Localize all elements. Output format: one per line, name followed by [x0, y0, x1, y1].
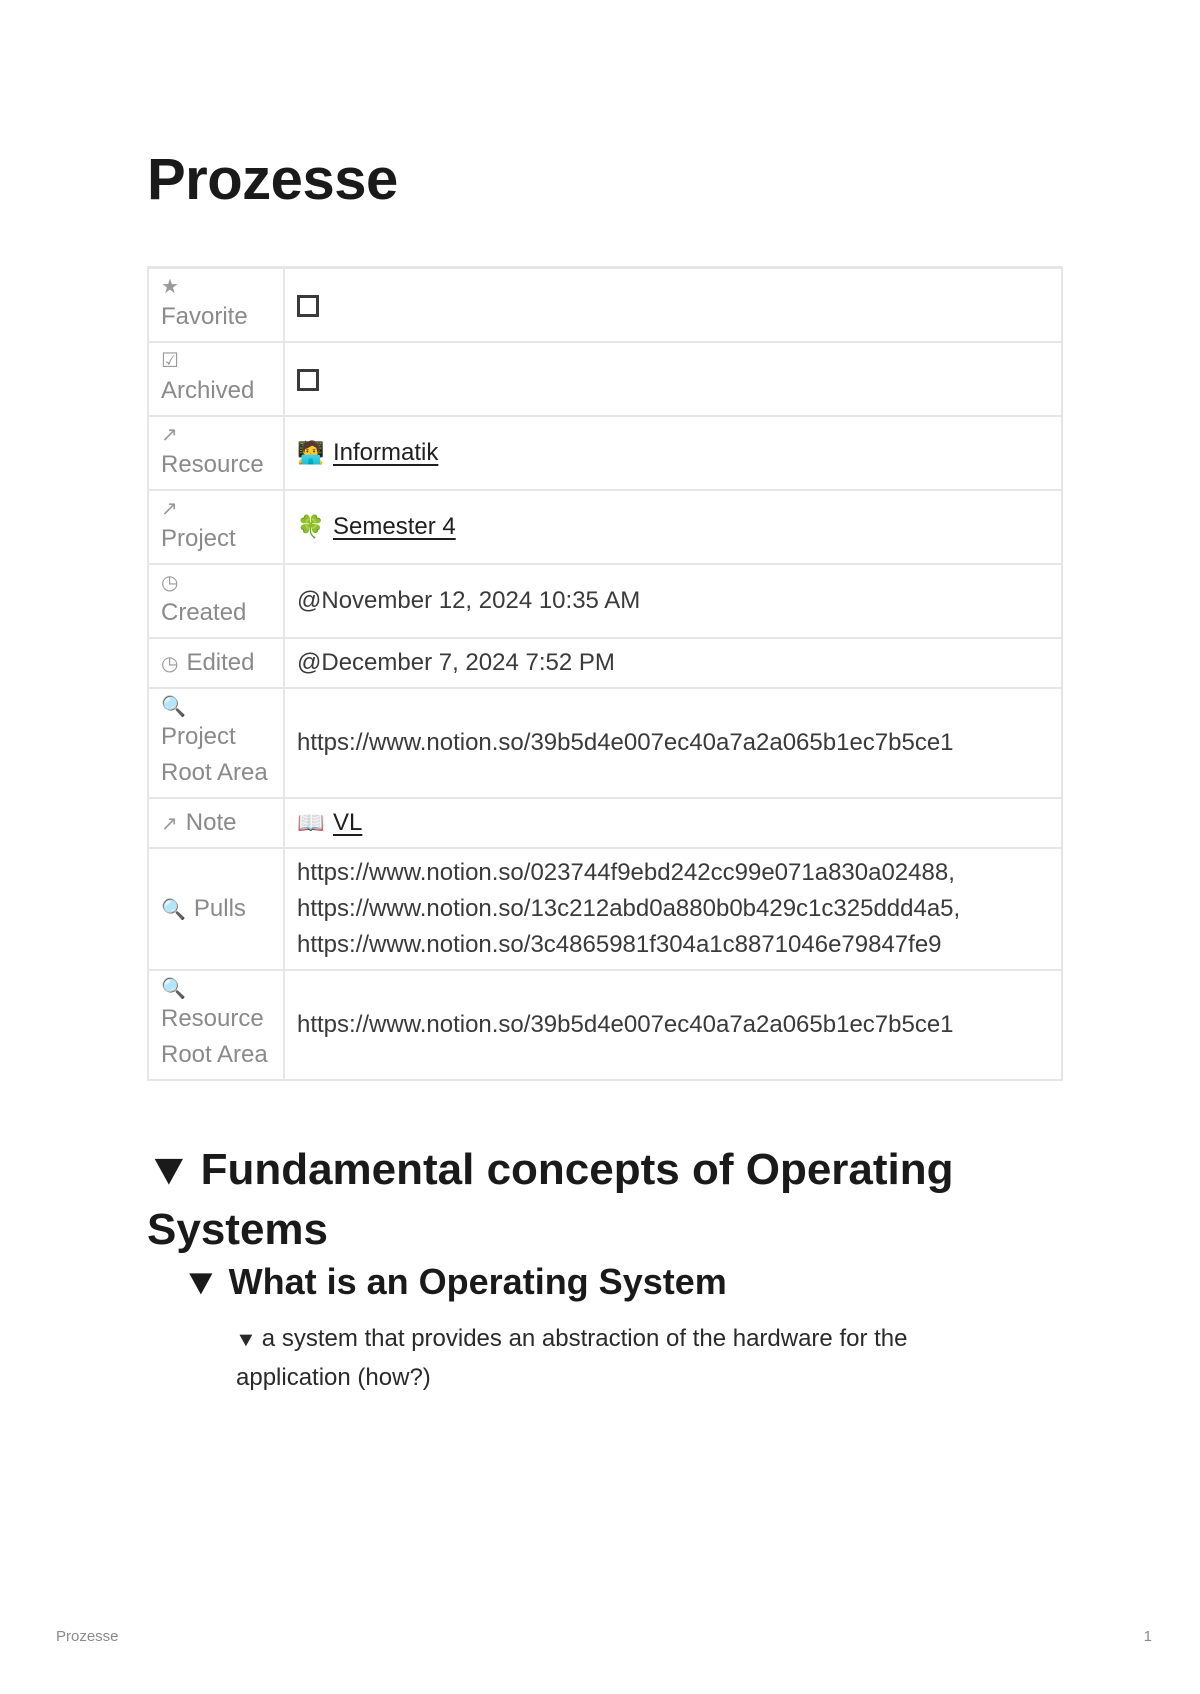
property-key [148, 970, 284, 1080]
property-label: Note [185, 809, 237, 836]
property-key [148, 416, 284, 490]
property-value [284, 268, 1062, 343]
property-key [148, 268, 284, 343]
property-key [148, 342, 284, 416]
page-title: Prozesse [147, 147, 398, 212]
property-key [148, 848, 284, 970]
project-root-area-url[interactable]: https://www.notion.so/39b5d4e007ec40a7a2a065b1ec7b5ce1 [284, 688, 1062, 798]
toggle-triangle-icon[interactable]: ▼ [144, 1145, 193, 1194]
resource-link[interactable]: Informatik [333, 439, 439, 466]
property-label: Resource Root Area [161, 1005, 268, 1068]
checkbox-icon: ☑ [161, 350, 179, 372]
property-key [148, 638, 284, 688]
toggle-block[interactable] [236, 1320, 996, 1396]
footer-title: Prozesse [56, 1628, 119, 1645]
property-label: Resource [161, 451, 264, 478]
four-leaf-clover-icon: 🍀 [297, 514, 325, 539]
property-key [148, 490, 284, 564]
search-icon: 🔍 [161, 978, 186, 1000]
toggle-triangle-icon[interactable]: ▼ [235, 1329, 257, 1351]
property-row-project-root-area [148, 688, 1062, 798]
project-link[interactable]: Semester 4 [333, 513, 456, 540]
note-link[interactable]: VL [333, 809, 363, 836]
relation-arrow-icon: ↗ [161, 498, 178, 520]
pull-url[interactable]: https://www.notion.so/13c212abd0a880b0b429c1c325ddd4a5, [297, 895, 961, 922]
toggle-text: a system that provides an abstraction of the hardware for the application (how?) [236, 1325, 908, 1391]
pull-url[interactable]: https://www.notion.so/3c4865981f304a1c8871046e79847fe9 [297, 931, 942, 958]
property-value [284, 342, 1062, 416]
property-key [148, 564, 284, 638]
property-key [148, 688, 284, 798]
property-row-edited [148, 638, 1062, 688]
property-key [148, 798, 284, 848]
clock-icon: ◷ [161, 653, 179, 675]
property-row-pulls [148, 848, 1062, 970]
property-label: Pulls [193, 895, 246, 922]
property-row-resource [148, 416, 1062, 490]
property-label: Project [161, 525, 236, 552]
technologist-icon: 🧑‍💻 [297, 440, 325, 465]
property-label: Favorite [161, 303, 248, 330]
favorite-checkbox[interactable] [297, 295, 319, 317]
property-row-favorite [148, 268, 1062, 343]
property-value [284, 416, 1062, 490]
property-row-project [148, 490, 1062, 564]
search-icon: 🔍 [161, 696, 186, 718]
property-label: Archived [161, 377, 255, 404]
archived-checkbox[interactable] [297, 369, 319, 391]
relation-arrow-icon: ↗ [161, 424, 178, 446]
toggle-heading-what-is-os[interactable] [183, 1260, 727, 1304]
star-icon: ★ [161, 276, 179, 298]
properties-table [147, 266, 1063, 1081]
property-label: Project Root Area [161, 723, 268, 786]
pulls-urls [284, 848, 1062, 970]
relation-arrow-icon: ↗ [161, 813, 178, 835]
book-icon: 📖 [297, 810, 325, 835]
property-row-note [148, 798, 1062, 848]
edited-date: @December 7, 2024 7:52 PM [284, 638, 1062, 688]
page-number: 1 [1143, 1628, 1152, 1645]
property-row-created [148, 564, 1062, 638]
clock-icon: ◷ [161, 572, 179, 594]
created-date: @November 12, 2024 10:35 AM [284, 564, 1062, 638]
property-row-resource-root-area [148, 970, 1062, 1080]
heading-text: Fundamental concepts of Operating Systems [147, 1145, 954, 1254]
property-label: Edited [186, 649, 255, 676]
pull-url[interactable]: https://www.notion.so/023744f9ebd242cc99e071a830a02488, [297, 859, 955, 886]
property-value [284, 798, 1062, 848]
heading-text: What is an Operating System [228, 1261, 727, 1302]
property-row-archived [148, 342, 1062, 416]
toggle-heading-fundamental-concepts[interactable] [144, 1140, 1027, 1260]
resource-root-area-url[interactable]: https://www.notion.so/39b5d4e007ec40a7a2a065b1ec7b5ce1 [284, 970, 1062, 1080]
search-icon: 🔍 [161, 899, 186, 921]
property-label: Created [161, 599, 247, 626]
property-value [284, 490, 1062, 564]
toggle-triangle-icon[interactable]: ▼ [181, 1261, 221, 1302]
